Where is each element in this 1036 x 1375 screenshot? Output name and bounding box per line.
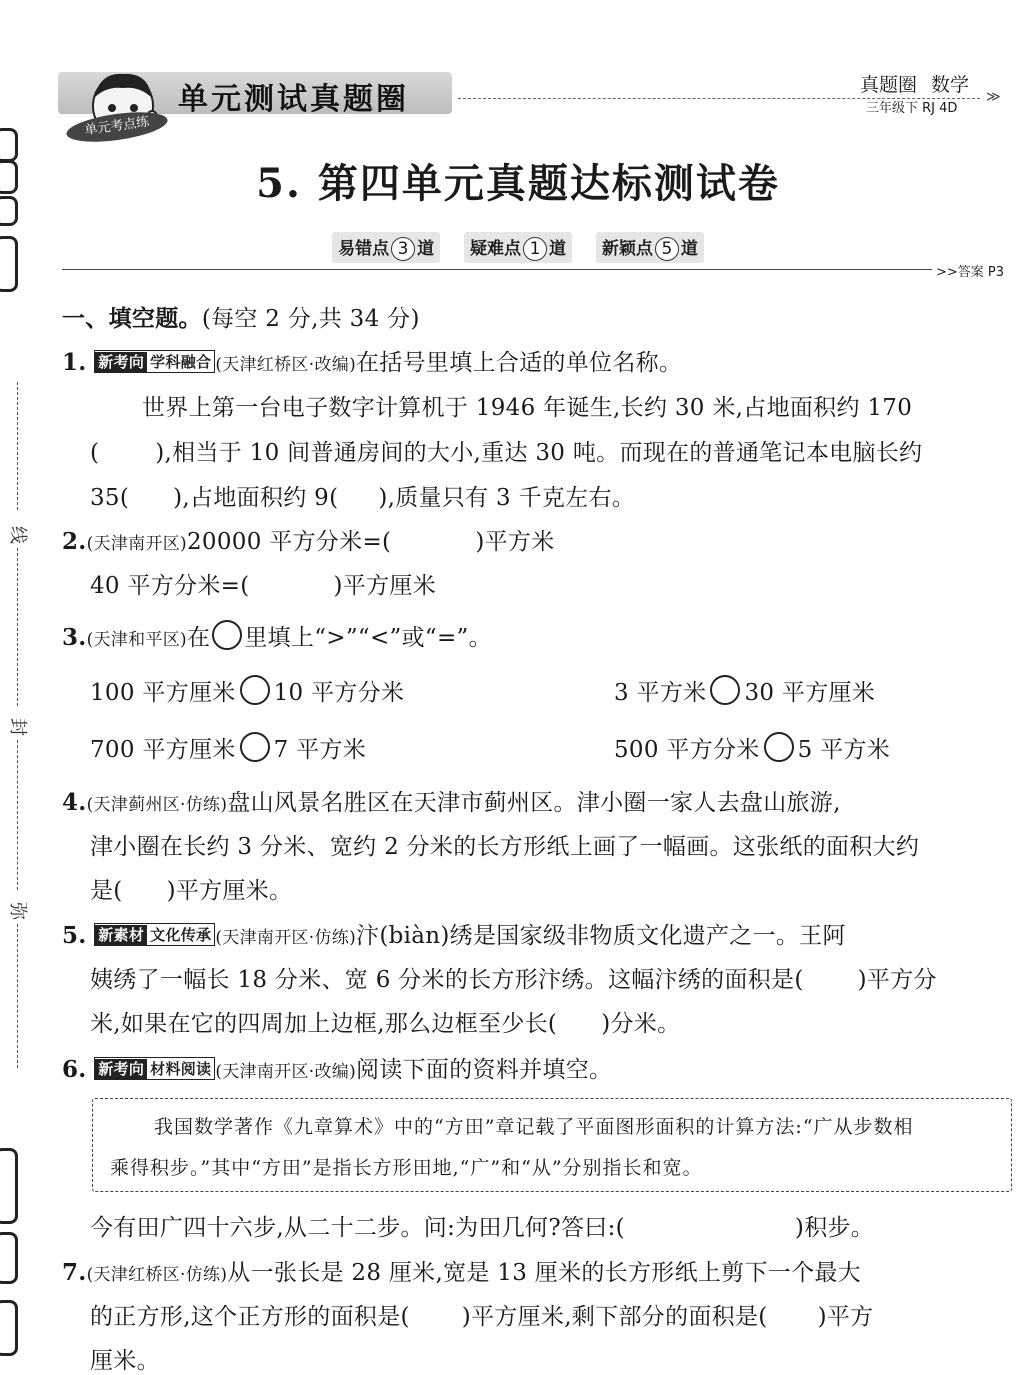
q5-text-line: 米,如果在它的四周加上边框,那么边框至少长( )分米。	[90, 1011, 681, 1037]
compare-item-d: 500 平方分米 5 平方米	[614, 731, 890, 764]
q7-text-line: 的正方形,这个正方形的面积是( )平方厘米,剩下部分的面积是( )平方	[90, 1304, 874, 1330]
answer-divider	[62, 269, 932, 270]
answer-reference: >>答案 P3	[936, 265, 1005, 280]
compare-item-a: 100 平方厘米 10 平方分米	[90, 674, 404, 707]
q1-text-line: 世界上第一台电子数字计算机于 1946 年诞生,长约 30 米,占地面积约 170	[142, 395, 913, 421]
q5-text-line: 姨绣了一幅长 18 分米、宽 6 分米的长方形汴绣。这幅汴绣的面积是( )平方分	[90, 967, 937, 993]
reading-line: 我国数学著作《九章算术》中的“方田”章记载了平面图形面积的计算方法:“广从步数相	[154, 1116, 914, 1138]
question-3: 3.(天津和平区)在 里填上“>”“<”或“=”。	[62, 619, 492, 652]
tag-new-direction: 新考向 学科融合	[94, 350, 215, 373]
seal-char-close: 弥	[7, 902, 28, 920]
tag-new-material: 新素材 文化传承	[94, 923, 215, 946]
question-5: 5. 新素材 文化传承 (天津南开区·仿练)汴(biàn)绣是国家级非物质文化遗产之一。王阿	[62, 922, 846, 949]
stat-difficult: 疑难点 1 道	[464, 232, 572, 263]
q4-text-line: 津小圈在长约 3 分米、宽约 2 分米的长方形纸上画了一幅画。这张纸的面积大约	[90, 834, 920, 860]
compare-circle[interactable]	[710, 675, 740, 705]
q1-text-line: 35( ),占地面积约 9( ),质量只有 3 千克左右。	[90, 485, 636, 511]
series-grade: 三年级下 RJ 4D	[866, 101, 958, 116]
stat-error-prone: 易错点 3 道	[332, 232, 440, 263]
question-7: 7.(天津红桥区·仿练)从一张长是 28 厘米,宽是 13 厘米的长方形纸上剪下一个最大	[62, 1259, 861, 1286]
q2-text-line: 40 平方分米=( )平方厘米	[90, 573, 437, 599]
binding-mark	[0, 1148, 18, 1224]
question-2: 2.(天津南开区)20000 平方分米=( )平方米	[62, 528, 555, 555]
q6-question-line: 今有田广四十六步,从二十二步。问:为田几何?答曰:( )积步。	[90, 1215, 875, 1241]
compare-item-c: 700 平方厘米 7 平方米	[90, 731, 366, 764]
question-4: 4.(天津蓟州区·仿练)盘山风景名胜区在天津市蓟州区。津小圈一家人去盘山旅游,	[62, 789, 841, 816]
series-name: 真题圈	[860, 74, 918, 96]
compare-circle[interactable]	[240, 675, 270, 705]
unit-practice-stamp: 单元考点练	[65, 107, 170, 147]
chevron-icon: ≫	[986, 89, 1001, 105]
reading-line: 乘得积步。”其中“方田”是指长方形田地,“广”和“从”分别指长和宽。	[110, 1157, 703, 1179]
binding-mark	[0, 1300, 18, 1356]
difficulty-stats	[0, 232, 1036, 263]
circle-symbol-icon	[212, 620, 242, 650]
question-6: 6. 新考向 材料阅读 (天津南开区·改编)阅读下面的资料并填空。	[62, 1056, 613, 1083]
tag-new-direction: 新考向 材料阅读	[94, 1057, 215, 1080]
seal-line	[17, 740, 18, 890]
q1-text-line: ( ),相当于 10 间普通房间的大小,重达 30 吨。而现在的普通笔记本电脑长约	[90, 440, 923, 466]
compare-circle[interactable]	[240, 732, 270, 762]
seal-line	[17, 548, 18, 706]
series-subject: 数学	[931, 74, 970, 96]
seal-line	[17, 382, 18, 510]
seal-char-line: 线	[7, 526, 28, 544]
page-title: 5. 第四单元真题达标测试卷	[256, 160, 780, 207]
series-label	[860, 70, 983, 97]
banner-title: 单元测试真题圈	[178, 82, 409, 117]
seal-char-seal: 封	[7, 718, 28, 736]
q7-text-line: 厘米。	[90, 1348, 160, 1374]
q4-text-line: 是( )平方厘米。	[90, 878, 293, 904]
seal-line	[17, 924, 18, 1068]
question-1: 1. 新考向 学科融合 (天津红桥区·改编)在括号里填上合适的单位名称。	[62, 349, 683, 376]
binding-mark	[0, 1232, 18, 1284]
section-heading: 一、填空题。(每空 2 分,共 34 分)	[62, 306, 420, 332]
compare-item-b: 3 平方米 30 平方厘米	[614, 674, 875, 707]
compare-circle[interactable]	[764, 732, 794, 762]
stat-novel: 新颖点 5 道	[596, 232, 704, 263]
